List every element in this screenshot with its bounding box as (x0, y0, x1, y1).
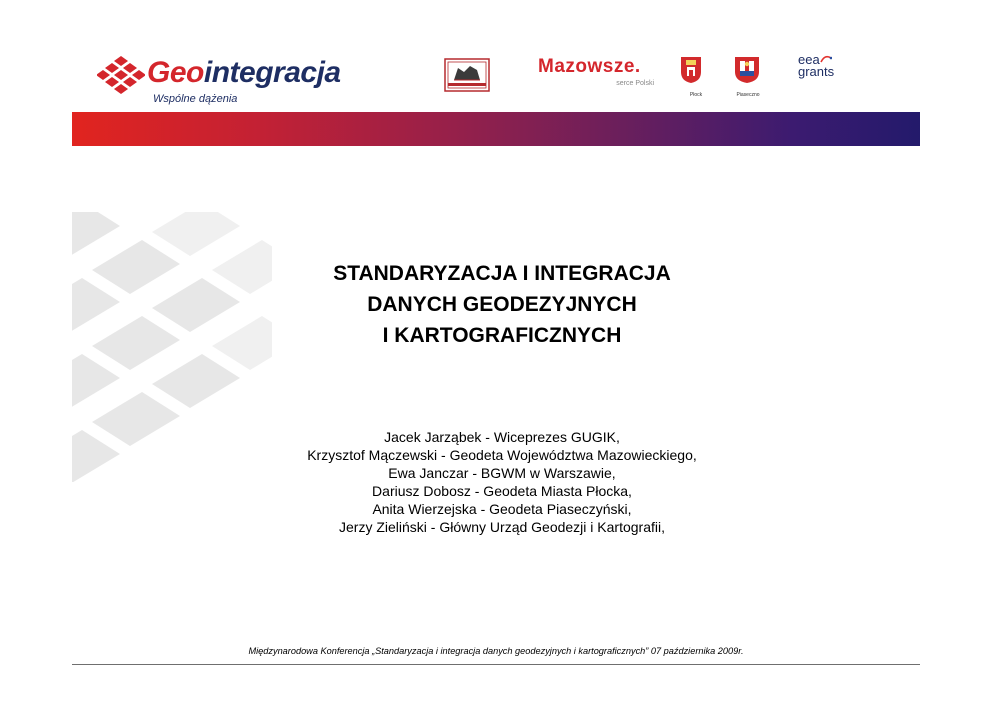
eea-text: eea (798, 52, 820, 67)
header-gradient-band (72, 112, 920, 146)
conference-footer: Międzynarodowa Konferencja „Standaryzacja i integracja danych geodezyjnych i kartograficznych” 07 października 2009r. (248, 646, 744, 656)
eea-swoosh-icon (820, 54, 832, 64)
piaseczno-shield-icon (732, 56, 762, 84)
plock-label: Płock (689, 92, 703, 98)
mazowsze-tagline: serce Polski (616, 80, 654, 87)
logo-wordmark (147, 56, 341, 90)
author-line: Jerzy Zieliński - Główny Urząd Geodezji i Kartografii, (339, 519, 665, 535)
slide (72, 32, 920, 664)
mazowsze-logo (538, 56, 662, 98)
title-line: I KARTOGRAFICZNYCH (382, 324, 622, 347)
author-line: Anita Wierzejska - Geodeta Piaseczyński, (372, 501, 632, 517)
slide-title (232, 258, 772, 351)
author-list (232, 428, 772, 536)
author-line: Ewa Janczar - BGWM w Warszawie, (388, 465, 616, 481)
mazowsze-wordmark: Mazowsze. (538, 56, 641, 77)
piaseczno-label: Piaseczno (736, 92, 760, 98)
piaseczno-coat-of-arms (732, 56, 762, 104)
eea-grants-logo (798, 54, 858, 98)
geointegracja-grid-icon (97, 54, 145, 98)
logo-wordmark-geo: Geo (147, 56, 204, 89)
author-line: Krzysztof Mączewski - Geodeta Województwa Mazowieckiego, (307, 447, 697, 463)
map-emblem-icon (444, 58, 490, 92)
title-line: STANDARYZACJA I INTEGRACJA (333, 262, 671, 285)
plock-coat-of-arms (680, 56, 702, 104)
slide-bottom-rule (72, 664, 920, 665)
geointegracja-logo (97, 50, 347, 112)
author-line: Jacek Jarząbek - Wiceprezes GUGIK, (384, 429, 620, 445)
title-line: DANYCH GEODEZYJNYCH (367, 293, 637, 316)
author-line: Dariusz Dobosz - Geodeta Miasta Płocka, (372, 483, 632, 499)
grants-text: grants (798, 64, 835, 79)
plock-shield-icon (680, 56, 702, 84)
gugik-logo (444, 58, 490, 92)
logo-wordmark-integracja: integracja (203, 56, 341, 89)
logo-tagline: Wspólne dążenia (153, 93, 238, 105)
